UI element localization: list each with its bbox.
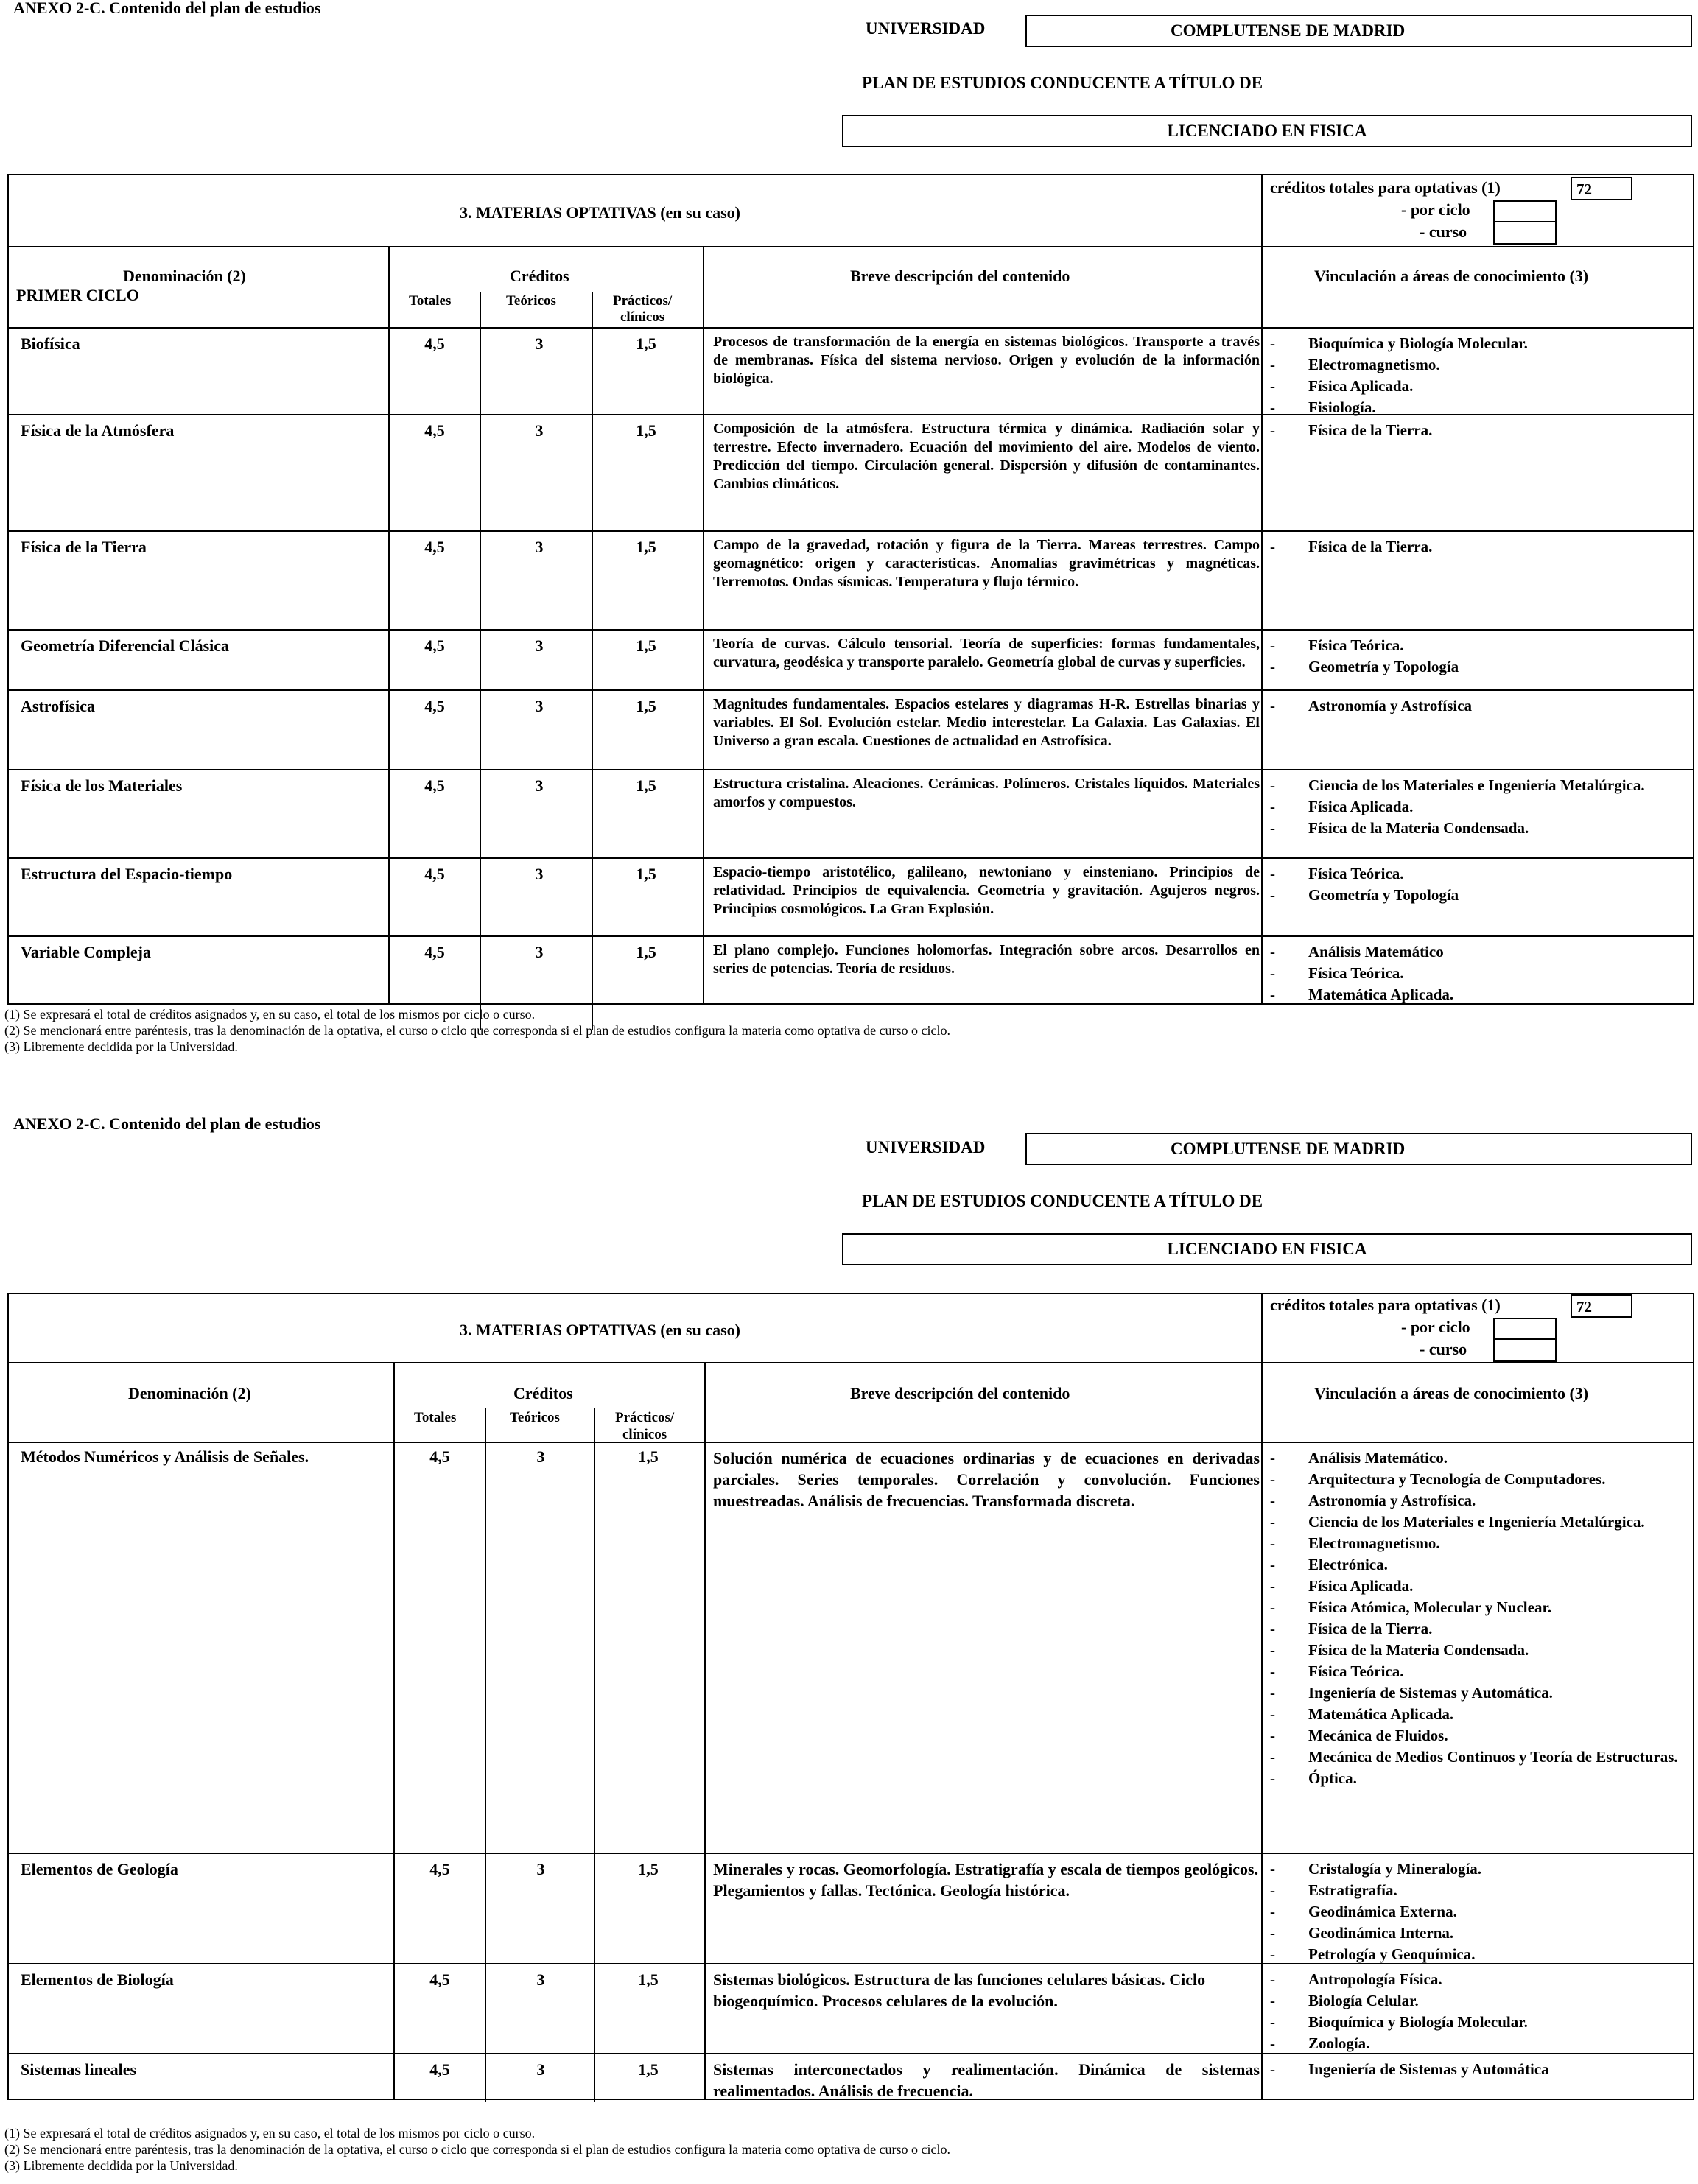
row-name: Física de la Atmósfera — [21, 421, 175, 440]
creditos-totales-label: créditos totales para optativas (1) — [1270, 1296, 1501, 1314]
curso-box — [1493, 1338, 1557, 1362]
plan-label: PLAN DE ESTUDIOS CONDUCENTE A TÍTULO DE — [862, 1192, 1263, 1210]
table-row — [9, 935, 1693, 1005]
area-item: - Geodinámica Externa. — [1270, 1903, 1457, 1920]
footnote: (1) Se expresará el total de créditos asignados y, en su caso, el total de los mismos por ciclo o curso. — [4, 1007, 536, 1022]
area-item: - Electrónica. — [1270, 1556, 1388, 1573]
area-item: - Física Teórica. — [1270, 964, 1404, 982]
area-item: - Bioquímica y Biología Molecular. — [1270, 334, 1528, 352]
col-clinicos: clínicos — [622, 1427, 667, 1442]
table-row — [9, 1853, 1693, 1964]
row-description: Magnitudes fundamentales. Espacios estelares y diagramas H-R. Estrellas binarias y variables. El Sol. Evolución estelar. Medio interestelar. La Galaxia. Las Galaxias. El Universo a gran escala. Cuestiones de actualidad en Astrofísica. — [713, 696, 1260, 749]
row-name: Geometría Diferencial Clásica — [21, 636, 230, 655]
universidad-box — [1025, 1133, 1692, 1165]
curso-box — [1493, 221, 1557, 245]
table-row — [9, 414, 1693, 532]
creditos-totales-box — [1571, 177, 1632, 200]
row-teoricos: 3 — [536, 1447, 545, 1466]
row-description: Solución numérica de ecuaciones ordinarias y de ecuaciones en derivadas parciales. Series temporales. Correlación y convolución. Funciones muestreadas. Análisis de frecuencias. Transformada discreta. — [713, 1449, 1260, 1510]
area-item: - Física Atómica, Molecular y Nuclear. — [1270, 1598, 1552, 1616]
area-item: - Electromagnetismo. — [1270, 356, 1440, 373]
row-practicos: 1,5 — [636, 421, 656, 440]
row-practicos: 1,5 — [636, 776, 656, 795]
row-totales: 4,5 — [429, 1970, 450, 1989]
universidad-name: COMPLUTENSE DE MADRID — [1171, 21, 1406, 40]
area-item: - Física Aplicada. — [1270, 377, 1414, 395]
row-totales: 4,5 — [429, 1860, 450, 1878]
por-ciclo-label: - por ciclo — [1401, 1318, 1470, 1336]
row-practicos: 1,5 — [636, 334, 656, 353]
header-rule — [9, 246, 1693, 247]
area-item: - Óptica. — [1270, 1769, 1357, 1787]
row-areas — [1270, 635, 1688, 678]
anexo-heading: ANEXO 2-C. Contenido del plan de estudios — [13, 1114, 321, 1133]
row-teoricos: 3 — [535, 421, 544, 440]
area-item: - Cristalogía y Mineralogía. — [1270, 1860, 1482, 1878]
row-description: Minerales y rocas. Geomorfología. Estratigrafía y escala de tiempos geológicos. Plegamientos y fallas. Tectónica. Geología histórica. — [713, 1860, 1259, 1900]
col-creditos: Créditos — [513, 1384, 573, 1402]
row-name: Sistemas lineales — [21, 2060, 137, 2079]
row-teoricos: 3 — [535, 697, 544, 715]
area-item: - Ingeniería de Sistemas y Automática — [1270, 2060, 1549, 2078]
row-areas — [1270, 1858, 1688, 1965]
row-totales: 4,5 — [424, 865, 445, 883]
optativas-table — [7, 1293, 1694, 2100]
header-divider — [1261, 1294, 1263, 1362]
footnote: (3) Libremente decidida por la Universidad. — [4, 2158, 238, 2173]
creditos-totales-value: 72 — [1576, 1298, 1592, 1316]
creditos-totales-value: 72 — [1576, 180, 1592, 198]
row-description: El plano complejo. Funciones holomorfas. Integración sobre arcos. Desarrollos en series de potencias. Teoría de residuos. — [713, 942, 1260, 977]
row-practicos: 1,5 — [636, 636, 656, 655]
row-name: Elementos de Geología — [21, 1860, 178, 1878]
footnote: (2) Se mencionará entre paréntesis, tras la denominación de la optativa, el curso o ciclo que corresponda si el plan de estudios configura la materia como optativa de curso o ciclo. — [4, 2142, 951, 2157]
row-areas — [1270, 1969, 1688, 2054]
footnotes — [4, 2125, 950, 2174]
row-practicos: 1,5 — [636, 697, 656, 715]
row-teoricos: 3 — [536, 2060, 545, 2079]
row-description: Estructura cristalina. Aleaciones. Cerámicas. Polímeros. Cristales líquidos. Materiales amorfos y compuestos. — [713, 776, 1260, 810]
area-item: - Análisis Matemático — [1270, 943, 1444, 961]
area-item: - Biología Celular. — [1270, 1992, 1419, 2009]
row-areas — [1270, 536, 1688, 558]
row-areas — [1270, 1447, 1688, 1789]
table-row — [9, 1442, 1693, 1854]
row-description: Espacio-tiempo aristotélico, galileano, newtoniano y einsteniano. Principios de relatividad. Principios de equivalencia. Geometría y gravitación. Agujeros negros. Principios cosmológicos. La Gran Explosión. — [713, 864, 1260, 917]
row-practicos: 1,5 — [638, 1447, 659, 1466]
row-name: Biofísica — [21, 334, 80, 353]
page-2 — [0, 1116, 1698, 2184]
page-1 — [0, 0, 1698, 1090]
row-totales: 4,5 — [424, 334, 445, 353]
row-name: Física de la Tierra — [21, 538, 147, 556]
anexo-heading: ANEXO 2-C. Contenido del plan de estudios — [13, 0, 321, 17]
row-teoricos: 3 — [535, 636, 544, 655]
row-totales: 4,5 — [424, 943, 445, 961]
row-practicos: 1,5 — [636, 538, 656, 556]
area-item: - Geodinámica Interna. — [1270, 1924, 1454, 1942]
footnotes — [4, 1006, 950, 1055]
titulo-box — [842, 1233, 1692, 1265]
area-item: - Bioquímica y Biología Molecular. — [1270, 2013, 1528, 2031]
area-item: - Física de la Tierra. — [1270, 421, 1433, 439]
row-areas — [1270, 775, 1688, 839]
row-areas — [1270, 420, 1688, 441]
col-denominacion: Denominación (2) — [128, 1384, 251, 1402]
area-item: - Geometría y Topología — [1270, 658, 1459, 675]
row-description: Composición de la atmósfera. Estructura térmica y dinámica. Radiación solar y terrestre. Efecto invernadero. Ecuación del movimiento del aire. Modelos de viento. Predicción del tiempo. Circulación general. Dispersión y difusión de contaminantes. Cambios climáticos. — [713, 421, 1260, 492]
section-title: 3. MATERIAS OPTATIVAS (en su caso) — [460, 1321, 740, 1339]
col-totales: Totales — [409, 293, 452, 309]
area-item: - Electromagnetismo. — [1270, 1534, 1440, 1552]
row-teoricos: 3 — [535, 943, 544, 961]
row-totales: 4,5 — [424, 697, 445, 715]
table-row — [9, 769, 1693, 859]
ciclo-label: PRIMER CICLO — [16, 286, 139, 304]
row-description: Sistemas biológicos. Estructura de las funciones celulares básicas. Ciclo biogeoquímico. Procesos celulares de la evolución. — [713, 1970, 1206, 2010]
area-item: - Física Teórica. — [1270, 636, 1404, 654]
row-practicos: 1,5 — [638, 1970, 659, 1989]
area-item: - Matemática Aplicada. — [1270, 986, 1454, 1003]
area-item: - Física Aplicada. — [1270, 798, 1414, 815]
curso-label: - curso — [1420, 1340, 1467, 1358]
table-row — [9, 857, 1693, 937]
por-ciclo-box — [1493, 1318, 1557, 1340]
por-ciclo-box — [1493, 200, 1557, 222]
row-teoricos: 3 — [535, 538, 544, 556]
area-item: - Mecánica de Fluidos. — [1270, 1727, 1448, 1744]
titulo-name: LICENCIADO EN FISICA — [1167, 1240, 1367, 1258]
area-item: - Ingeniería de Sistemas y Automática. — [1270, 1684, 1553, 1702]
col-clinicos: clínicos — [620, 309, 665, 325]
row-name: Variable Compleja — [21, 943, 152, 961]
row-totales: 4,5 — [424, 776, 445, 795]
area-item: - Antropología Física. — [1270, 1970, 1442, 1988]
creditos-totales-label: créditos totales para optativas (1) — [1270, 178, 1501, 197]
row-practicos: 1,5 — [638, 2060, 659, 2079]
area-item: - Astronomía y Astrofísica — [1270, 697, 1473, 714]
area-item: - Física de la Tierra. — [1270, 538, 1433, 555]
area-item: - Ciencia de los Materiales e Ingeniería Metalúrgica. — [1270, 776, 1645, 794]
row-name: Física de los Materiales — [21, 776, 183, 795]
area-item: - Arquitectura y Tecnología de Computadores. — [1270, 1470, 1606, 1488]
area-item: - Estratigrafía. — [1270, 1881, 1397, 1899]
table-row — [9, 2053, 1693, 2102]
col-practicos: Prácticos/ — [615, 1410, 675, 1425]
area-item: - Matemática Aplicada. — [1270, 1705, 1454, 1723]
area-item: - Física Teórica. — [1270, 865, 1404, 882]
col-vinculacion: Vinculación a áreas de conocimiento (3) — [1314, 267, 1589, 285]
col-teoricos: Teóricos — [510, 1410, 560, 1425]
area-item: - Física Aplicada. — [1270, 1577, 1414, 1595]
row-description: Teoría de curvas. Cálculo tensorial. Teoría de superficies: formas fundamentales, curvatura, geodésica y transporte paralelo. Geometría global de curvas y superficies. — [713, 636, 1260, 670]
row-areas — [1270, 941, 1688, 1005]
col-descripcion: Breve descripción del contenido — [850, 1384, 1070, 1402]
optativas-table — [7, 174, 1694, 1005]
por-ciclo-label: - por ciclo — [1401, 200, 1470, 219]
creditos-totales-box — [1571, 1294, 1632, 1318]
col-practicos: Prácticos/ — [613, 293, 673, 309]
row-practicos: 1,5 — [636, 943, 656, 961]
area-item: - Astronomía y Astrofísica. — [1270, 1492, 1476, 1509]
header-divider — [1261, 175, 1263, 246]
area-item: - Física de la Tierra. — [1270, 1620, 1433, 1637]
row-teoricos: 3 — [535, 334, 544, 353]
col-descripcion: Breve descripción del contenido — [850, 267, 1070, 285]
col-creditos: Créditos — [510, 267, 569, 285]
table-row — [9, 327, 1693, 415]
area-item: - Física de la Materia Condensada. — [1270, 819, 1529, 837]
titulo-box — [842, 115, 1692, 147]
plan-label: PLAN DE ESTUDIOS CONDUCENTE A TÍTULO DE — [862, 74, 1263, 92]
row-teoricos: 3 — [536, 1970, 545, 1989]
col-teoricos: Teóricos — [506, 293, 556, 309]
header-rule — [9, 1362, 1693, 1363]
universidad-box — [1025, 15, 1692, 47]
footnote: (2) Se mencionará entre paréntesis, tras la denominación de la optativa, el curso o ciclo que corresponda si el plan de estudios configura la materia como optativa de curso o ciclo. — [4, 1023, 951, 1038]
section-title: 3. MATERIAS OPTATIVAS (en su caso) — [460, 203, 740, 222]
row-areas — [1270, 863, 1688, 906]
row-description: Procesos de transformación de la energía en sistemas biológicos. Transporte a través de membranas. Física del sistema nervioso. Origen y evolución de la información biológica. — [713, 334, 1260, 387]
area-item: - Física de la Materia Condensada. — [1270, 1641, 1529, 1659]
row-areas — [1270, 333, 1688, 418]
row-totales: 4,5 — [424, 538, 445, 556]
area-item: - Geometría y Topología — [1270, 886, 1459, 904]
table-row — [9, 629, 1693, 691]
area-item: - Ciencia de los Materiales e Ingeniería Metalúrgica. — [1270, 1513, 1645, 1531]
row-practicos: 1,5 — [636, 865, 656, 883]
curso-label: - curso — [1420, 222, 1467, 241]
row-totales: 4,5 — [429, 1447, 450, 1466]
row-totales: 4,5 — [424, 421, 445, 440]
col-denominacion: Denominación (2) — [123, 267, 246, 285]
area-item: - Física Teórica. — [1270, 1662, 1404, 1680]
titulo-name: LICENCIADO EN FISICA — [1167, 122, 1367, 140]
row-description: Sistemas interconectados y realimentación. Dinámica de sistemas realimentados. Análisis de frecuencia. — [713, 2060, 1260, 2100]
table-row — [9, 530, 1693, 631]
area-item: - Análisis Matemático. — [1270, 1449, 1448, 1467]
area-item: - Petrología y Geoquímica. — [1270, 1945, 1476, 1963]
universidad-label: UNIVERSIDAD — [866, 1138, 986, 1156]
row-practicos: 1,5 — [638, 1860, 659, 1878]
row-totales: 4,5 — [429, 2060, 450, 2079]
col-vinculacion: Vinculación a áreas de conocimiento (3) — [1314, 1384, 1589, 1402]
table-row — [9, 1963, 1693, 2054]
row-areas — [1270, 695, 1688, 717]
row-teoricos: 3 — [535, 865, 544, 883]
col-totales: Totales — [414, 1410, 457, 1425]
row-teoricos: 3 — [536, 1860, 545, 1878]
row-name: Elementos de Biología — [21, 1970, 174, 1989]
row-name: Astrofísica — [21, 697, 96, 715]
universidad-label: UNIVERSIDAD — [866, 19, 986, 38]
row-description: Campo de la gravedad, rotación y figura de la Tierra. Mareas terrestres. Campo geomagnético: origen y características. Anomalías gravimétricas y magnéticas. Terremotos. Ondas sísmicas. Temperatura y flujo térmico. — [713, 537, 1260, 590]
area-item: - Zoología. — [1270, 2034, 1370, 2052]
universidad-name: COMPLUTENSE DE MADRID — [1171, 1140, 1406, 1158]
footnote: (1) Se expresará el total de créditos asignados y, en su caso, el total de los mismos por ciclo o curso. — [4, 2126, 536, 2141]
area-item: - Fisiología. — [1270, 398, 1376, 416]
row-name: Métodos Numéricos y Análisis de Señales. — [21, 1447, 309, 1466]
row-areas — [1270, 2059, 1688, 2080]
row-teoricos: 3 — [535, 776, 544, 795]
area-item: - Mecánica de Medios Continuos y Teoría de Estructuras. — [1270, 1748, 1678, 1766]
row-name: Estructura del Espacio-tiempo — [21, 865, 233, 883]
footnote: (3) Libremente decidida por la Universidad. — [4, 1039, 238, 1054]
row-totales: 4,5 — [424, 636, 445, 655]
table-row — [9, 689, 1693, 770]
